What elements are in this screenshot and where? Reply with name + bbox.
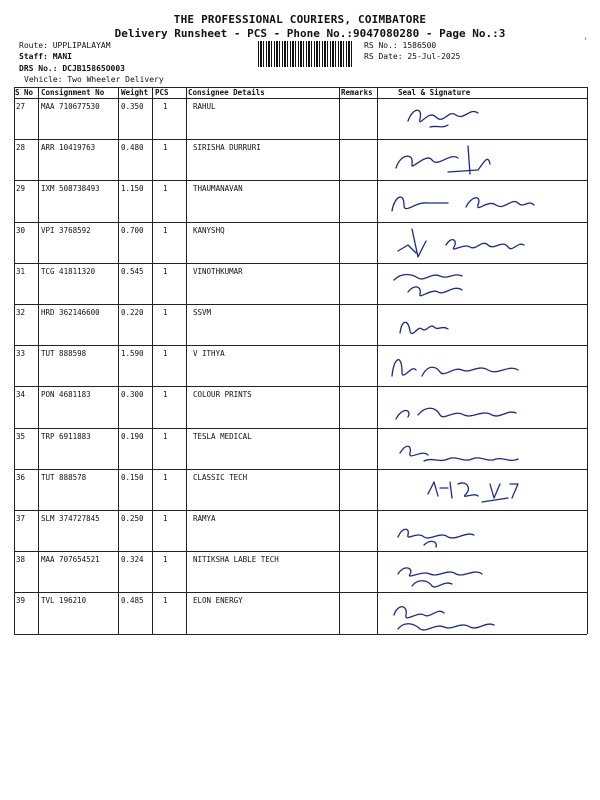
consignment-number: TUT 888598: [41, 349, 87, 359]
sno-cell: 36: [16, 472, 26, 482]
handwritten-signature: [378, 429, 588, 469]
consignee-name: RAHUL: [193, 102, 216, 111]
sno-cell: 34: [16, 390, 26, 400]
consignment-number: HRD 362146600: [41, 308, 100, 317]
consignee-name: SSVM: [193, 308, 212, 317]
consignment-number: TVL 196210: [41, 596, 87, 606]
pcs-cell: 1: [163, 102, 168, 111]
consignment-number: TCG 41811320: [41, 266, 96, 276]
handwritten-signature: [378, 99, 588, 139]
consignment-number: IXM 508738493: [41, 184, 100, 194]
handwritten-signature: [378, 181, 588, 221]
consignee-name: SIRISHA DURRURI: [193, 143, 261, 153]
consignee-name: COLOUR PRINTS: [193, 390, 252, 400]
column-header: Consignee Details: [188, 88, 265, 97]
sno-cell: 27: [16, 102, 26, 111]
weight-cell: 0.150: [121, 472, 144, 482]
consignee-name: CLASSIC TECH: [193, 472, 248, 482]
consignee-name: KANYSHQ: [193, 225, 225, 235]
sno-cell: 32: [16, 308, 26, 317]
handwritten-signature: [378, 511, 588, 551]
consignment-number: ARR 10419763: [41, 143, 96, 153]
rs-number: RS No.: 1586500: [364, 41, 437, 50]
consignee-name: VINOTHKUMAR: [193, 266, 243, 276]
column-header: Consignment No: [41, 88, 105, 97]
consignment-number: PON 4681183: [41, 390, 91, 400]
pcs-cell: 1: [163, 184, 168, 194]
column-header: S No: [15, 88, 34, 97]
handwritten-signature: [378, 470, 588, 510]
weight-cell: 1.590: [121, 349, 144, 359]
runsheet-subtitle: Delivery Runsheet - PCS - Phone No.:9047080280 - Page No.:3: [114, 27, 506, 40]
weight-cell: 1.150: [121, 184, 144, 194]
handwritten-signature: [378, 223, 588, 263]
pcs-cell: 1: [163, 472, 168, 482]
weight-cell: 0.700: [121, 225, 144, 235]
pcs-cell: 1: [163, 143, 168, 153]
consignee-name: RAMYA: [193, 514, 216, 523]
sno-cell: 30: [16, 225, 26, 235]
weight-cell: 0.545: [121, 266, 144, 276]
runsheet-title: THE PROFESSIONAL COURIERS, COIMBATORE: [173, 13, 427, 26]
sno-cell: 33: [16, 349, 26, 359]
weight-cell: 0.300: [121, 390, 144, 400]
pcs-cell: 1: [163, 555, 168, 565]
drs-number: DRS No.: DCJB15865O003: [19, 64, 125, 73]
consignee-name: TESLA MEDICAL: [193, 431, 252, 441]
column-header: Weight: [121, 88, 149, 97]
pcs-cell: 1: [163, 266, 168, 276]
pcs-cell: 1: [163, 308, 168, 317]
weight-cell: 0.480: [121, 143, 144, 153]
consignee-name: V ITHYA: [193, 349, 225, 359]
handwritten-signature: [378, 593, 588, 633]
column-header: Seal & Signature: [398, 88, 471, 97]
rs-date: RS Date: 25-Jul-2025: [364, 52, 461, 61]
pcs-cell: 1: [163, 596, 168, 606]
weight-cell: 0.220: [121, 308, 144, 317]
weight-cell: 0.324: [121, 555, 144, 565]
weight-cell: 0.190: [121, 431, 144, 441]
consignment-number: SLM 374727845: [41, 514, 100, 523]
sno-cell: 38: [16, 555, 26, 565]
consignment-number: MAA 707654521: [41, 555, 100, 565]
pcs-cell: 1: [163, 390, 168, 400]
handwritten-signature: [378, 140, 588, 180]
column-header: Remarks: [341, 88, 373, 97]
vehicle-label: Vehicle: Two Wheeler Delivery: [24, 75, 164, 84]
sno-cell: 31: [16, 266, 26, 276]
weight-cell: 0.250: [121, 514, 144, 523]
handwritten-signature: [378, 552, 588, 592]
row-divider: [14, 634, 587, 635]
consignment-number: TRP 6911883: [41, 431, 91, 441]
corner-mark: ,: [583, 32, 589, 42]
staff-label: Staff: MANI: [19, 52, 72, 61]
weight-cell: 0.350: [121, 102, 144, 111]
pcs-cell: 1: [163, 514, 168, 523]
route-label: Route: UPPLIPALAYAM: [19, 41, 111, 50]
consignment-number: TUT 888578: [41, 472, 87, 482]
barcode: [258, 41, 354, 67]
consignment-number: MAA 710677530: [41, 102, 100, 111]
pcs-cell: 1: [163, 349, 168, 359]
sno-cell: 39: [16, 596, 26, 606]
handwritten-signature: [378, 305, 588, 345]
consignment-number: VPI 3768592: [41, 225, 91, 235]
handwritten-signature: [378, 346, 588, 386]
weight-cell: 0.485: [121, 596, 144, 606]
column-header: PCS: [155, 88, 169, 97]
consignee-name: NITIKSHA LABLE TECH: [193, 555, 279, 565]
pcs-cell: 1: [163, 225, 168, 235]
consignee-name: THAUMANAVAN: [193, 184, 243, 194]
handwritten-signature: [378, 387, 588, 427]
sno-cell: 35: [16, 431, 26, 441]
consignee-name: ELON ENERGY: [193, 596, 243, 606]
pcs-cell: 1: [163, 431, 168, 441]
sno-cell: 29: [16, 184, 26, 194]
sno-cell: 28: [16, 143, 26, 153]
handwritten-signature: [378, 264, 588, 304]
sno-cell: 37: [16, 514, 26, 523]
